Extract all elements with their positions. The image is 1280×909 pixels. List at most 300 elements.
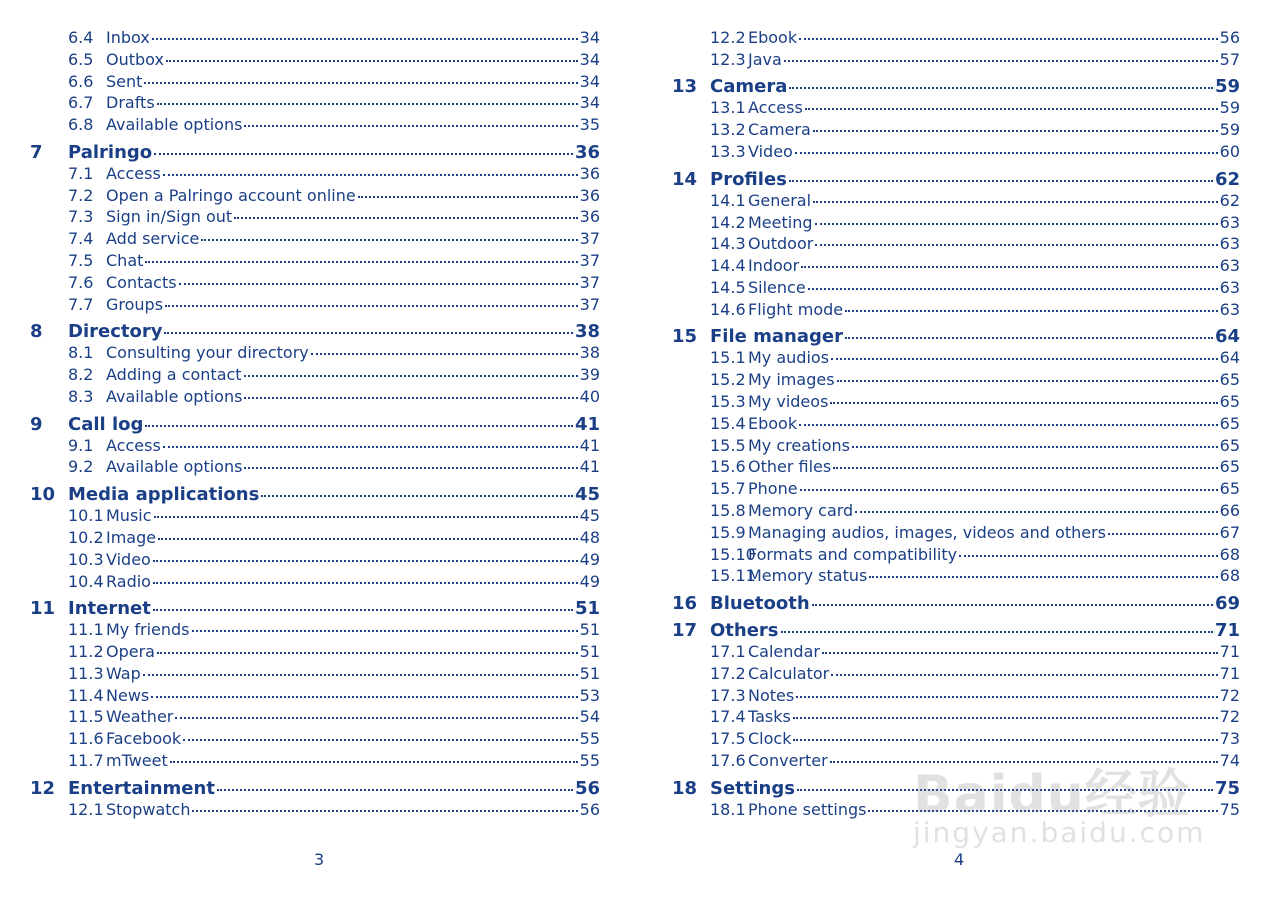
toc-chapter-entry bbox=[30, 778, 600, 800]
toc-section-entry bbox=[672, 234, 1240, 256]
toc-entry-title: My videos bbox=[748, 392, 829, 412]
toc-dot-leader bbox=[784, 60, 1218, 62]
toc-entry-page: 69 bbox=[1214, 593, 1240, 615]
toc-entry-title: Flight mode bbox=[748, 299, 844, 319]
toc-dot-leader bbox=[837, 380, 1218, 382]
toc-dot-leader bbox=[311, 353, 578, 355]
toc-section-entry bbox=[672, 501, 1240, 523]
toc-dot-leader bbox=[145, 425, 573, 427]
toc-entry-title: Meeting bbox=[748, 212, 813, 232]
toc-entry-number: 10.1 bbox=[68, 506, 104, 526]
toc-entry-title: Converter bbox=[748, 750, 828, 770]
toc-dot-leader bbox=[830, 402, 1217, 404]
toc-dot-leader bbox=[830, 761, 1218, 763]
toc-entry-title: Available options bbox=[106, 115, 243, 135]
toc-entry-title: mTweet bbox=[106, 750, 168, 770]
toc-entry-number: 13.2 bbox=[710, 120, 746, 140]
toc-dot-leader bbox=[822, 652, 1218, 654]
toc-entry-page: 39 bbox=[579, 365, 600, 385]
toc-entry-page: 34 bbox=[579, 28, 600, 47]
toc-dot-leader bbox=[244, 397, 577, 399]
toc-section-entry bbox=[672, 50, 1240, 72]
toc-entry-page: 56 bbox=[579, 799, 600, 819]
toc-section-entry bbox=[672, 566, 1240, 588]
toc-entry-page: 59 bbox=[1214, 76, 1240, 98]
toc-entry-title: Adding a contact bbox=[106, 365, 242, 385]
toc-section-entry bbox=[30, 436, 600, 458]
toc-entry-page: 36 bbox=[579, 185, 600, 205]
toc-chapter-entry bbox=[672, 326, 1240, 348]
toc-section-entry bbox=[672, 479, 1240, 501]
toc-section-entry bbox=[30, 572, 600, 594]
toc-entry-page: 68 bbox=[1219, 566, 1240, 586]
toc-entry-title: Entertainment bbox=[68, 777, 215, 799]
toc-entry-number: 7.6 bbox=[68, 272, 94, 292]
toc-entry-number: 8.2 bbox=[68, 365, 94, 385]
toc-entry-page: 65 bbox=[1219, 413, 1240, 433]
toc-entry-page: 63 bbox=[1219, 234, 1240, 254]
toc-dot-leader bbox=[244, 125, 577, 127]
toc-chapter-entry bbox=[30, 484, 600, 506]
toc-entry-page: 59 bbox=[1219, 120, 1240, 140]
toc-entry-number: 13.1 bbox=[710, 98, 746, 118]
toc-entry-number: 7.2 bbox=[68, 185, 94, 205]
toc-entry-title: Facebook bbox=[106, 729, 182, 749]
toc-entry-number: 17.6 bbox=[710, 750, 746, 770]
toc-dot-leader bbox=[831, 674, 1217, 676]
toc-entry-title: My creations bbox=[748, 435, 851, 455]
toc-entry-title: Weather bbox=[106, 707, 174, 727]
toc-section-entry bbox=[672, 436, 1240, 458]
toc-entry-number: 14.5 bbox=[710, 277, 746, 297]
toc-entry-page: 65 bbox=[1219, 457, 1240, 477]
toc-dot-leader bbox=[179, 283, 578, 285]
toc-dot-leader bbox=[154, 516, 578, 518]
toc-entry-page: 72 bbox=[1219, 707, 1240, 727]
toc-section-entry bbox=[30, 506, 600, 528]
toc-entry-title: Groups bbox=[106, 294, 164, 314]
toc-right-page bbox=[672, 28, 1240, 821]
toc-chapter-entry bbox=[672, 593, 1240, 615]
toc-entry-number: 9 bbox=[30, 413, 43, 435]
toc-dot-leader bbox=[808, 288, 1218, 290]
toc-entry-number: 11.5 bbox=[68, 707, 104, 727]
toc-entry-title: Available options bbox=[106, 457, 243, 477]
toc-entry-title: Contacts bbox=[106, 272, 177, 292]
toc-entry-page: 65 bbox=[1219, 479, 1240, 499]
toc-dot-leader bbox=[813, 130, 1218, 132]
toc-entry-page: 48 bbox=[579, 527, 600, 547]
toc-entry-number: 8.1 bbox=[68, 343, 94, 363]
toc-entry-title: Memory status bbox=[748, 566, 868, 586]
toc-section-entry bbox=[30, 273, 600, 295]
toc-entry-page: 34 bbox=[579, 49, 600, 69]
toc-section-entry bbox=[30, 164, 600, 186]
toc-section-entry bbox=[30, 528, 600, 550]
toc-entry-title: News bbox=[106, 685, 150, 705]
toc-entry-page: 49 bbox=[579, 549, 600, 569]
toc-chapter-entry bbox=[30, 414, 600, 436]
toc-dot-leader bbox=[797, 789, 1213, 791]
toc-entry-title: Wap bbox=[106, 663, 141, 683]
toc-dot-leader bbox=[217, 789, 573, 791]
toc-dot-leader bbox=[959, 555, 1218, 557]
toc-section-entry bbox=[672, 729, 1240, 751]
toc-entry-title: Other files bbox=[748, 457, 832, 477]
toc-section-entry bbox=[672, 98, 1240, 120]
toc-entry-title: Stopwatch bbox=[106, 799, 191, 819]
toc-entry-title: Sign in/Sign out bbox=[106, 207, 233, 227]
toc-entry-title: Directory bbox=[68, 321, 163, 343]
toc-section-entry bbox=[30, 28, 600, 50]
toc-section-entry bbox=[30, 115, 600, 137]
toc-entry-title: Calculator bbox=[748, 663, 830, 683]
toc-chapter-entry bbox=[30, 142, 600, 164]
toc-entry-number: 11.1 bbox=[68, 620, 104, 640]
toc-entry-page: 63 bbox=[1219, 256, 1240, 276]
toc-entry-number: 7.3 bbox=[68, 207, 94, 227]
toc-entry-page: 40 bbox=[579, 386, 600, 406]
toc-entry-title: Clock bbox=[748, 729, 792, 749]
toc-dot-leader bbox=[261, 495, 573, 497]
toc-entry-title: Inbox bbox=[106, 28, 150, 47]
toc-entry-page: 36 bbox=[579, 207, 600, 227]
toc-dot-leader bbox=[869, 576, 1217, 578]
toc-entry-page: 73 bbox=[1219, 729, 1240, 749]
toc-dot-leader bbox=[805, 108, 1218, 110]
toc-entry-page: 63 bbox=[1219, 277, 1240, 297]
toc-dot-leader bbox=[145, 261, 577, 263]
toc-dot-leader bbox=[868, 810, 1217, 812]
toc-dot-leader bbox=[795, 152, 1218, 154]
toc-entry-page: 35 bbox=[579, 115, 600, 135]
toc-entry-title: Java bbox=[748, 49, 782, 69]
toc-entry-title: Phone settings bbox=[748, 799, 867, 819]
toc-entry-number: 6.8 bbox=[68, 115, 94, 135]
toc-dot-leader bbox=[855, 511, 1217, 513]
toc-entry-title: Access bbox=[748, 98, 803, 118]
toc-entry-page: 55 bbox=[579, 729, 600, 749]
toc-entry-number: 14.1 bbox=[710, 190, 746, 210]
toc-dot-leader bbox=[799, 424, 1218, 426]
toc-chapter-entry bbox=[672, 169, 1240, 191]
toc-dot-leader bbox=[183, 739, 577, 741]
toc-chapter-entry bbox=[672, 76, 1240, 98]
toc-entry-page: 53 bbox=[579, 685, 600, 705]
toc-entry-number: 7.5 bbox=[68, 251, 94, 271]
toc-entry-title: Opera bbox=[106, 641, 155, 661]
toc-entry-number: 10.4 bbox=[68, 571, 104, 591]
toc-entry-number: 12 bbox=[30, 777, 56, 799]
toc-entry-title: Chat bbox=[106, 251, 144, 271]
toc-entry-number: 14.6 bbox=[710, 299, 746, 319]
toc-section-entry bbox=[30, 751, 600, 773]
toc-entry-page: 37 bbox=[579, 229, 600, 249]
toc-dot-leader bbox=[833, 467, 1217, 469]
toc-dot-leader bbox=[244, 467, 577, 469]
toc-entry-title: Media applications bbox=[68, 484, 260, 506]
watermark-brand: Baidu经验 bbox=[913, 765, 1191, 825]
toc-entry-page: 71 bbox=[1219, 663, 1240, 683]
toc-entry-page: 64 bbox=[1219, 348, 1240, 368]
toc-section-entry bbox=[30, 207, 600, 229]
toc-entry-number: 15.10 bbox=[710, 544, 756, 564]
toc-entry-title: My audios bbox=[748, 348, 830, 368]
toc-entry-title: Settings bbox=[710, 777, 795, 799]
toc-dot-leader bbox=[153, 582, 578, 584]
toc-entry-title: Sent bbox=[106, 71, 143, 91]
toc-entry-title: Access bbox=[106, 163, 161, 183]
toc-dot-leader bbox=[163, 446, 578, 448]
toc-entry-page: 34 bbox=[579, 71, 600, 91]
toc-section-entry bbox=[30, 387, 600, 409]
toc-entry-page: 38 bbox=[579, 343, 600, 363]
toc-entry-page: 67 bbox=[1219, 522, 1240, 542]
toc-section-entry bbox=[30, 457, 600, 479]
toc-dot-leader bbox=[789, 87, 1213, 89]
toc-entry-number: 9.2 bbox=[68, 457, 94, 477]
toc-entry-title: Drafts bbox=[106, 93, 155, 113]
toc-entry-number: 11.2 bbox=[68, 641, 104, 661]
toc-entry-number: 14 bbox=[672, 168, 698, 190]
toc-dot-leader bbox=[165, 305, 578, 307]
toc-section-entry bbox=[672, 348, 1240, 370]
toc-dot-leader bbox=[801, 266, 1217, 268]
toc-entry-title: Formats and compatibility bbox=[748, 544, 958, 564]
toc-dot-leader bbox=[192, 810, 577, 812]
toc-dot-leader bbox=[812, 604, 1213, 606]
toc-entry-page: 63 bbox=[1219, 212, 1240, 232]
toc-entry-number: 15.1 bbox=[710, 348, 746, 368]
toc-entry-title: Add service bbox=[106, 229, 200, 249]
toc-entry-page: 56 bbox=[1219, 28, 1240, 47]
toc-entry-number: 11.4 bbox=[68, 685, 104, 705]
toc-entry-title: Call log bbox=[68, 413, 144, 435]
toc-section-entry bbox=[30, 365, 600, 387]
toc-entry-title: Ebook bbox=[748, 28, 798, 47]
toc-dot-leader bbox=[793, 717, 1218, 719]
toc-entry-number: 15.6 bbox=[710, 457, 746, 477]
toc-dot-leader bbox=[244, 375, 578, 377]
toc-entry-page: 59 bbox=[1219, 98, 1240, 118]
toc-entry-page: 41 bbox=[574, 413, 600, 435]
toc-dot-leader bbox=[158, 538, 578, 540]
toc-section-entry bbox=[672, 142, 1240, 164]
toc-entry-number: 17.5 bbox=[710, 729, 746, 749]
toc-entry-number: 12.3 bbox=[710, 49, 746, 69]
toc-entry-title: Outbox bbox=[106, 49, 164, 69]
toc-entry-title: Radio bbox=[106, 571, 151, 591]
toc-dot-leader bbox=[144, 82, 577, 84]
toc-section-entry bbox=[672, 120, 1240, 142]
toc-entry-number: 17.2 bbox=[710, 663, 746, 683]
toc-entry-number: 15.7 bbox=[710, 479, 746, 499]
page-number: 4 bbox=[954, 850, 965, 869]
toc-entry-page: 71 bbox=[1219, 641, 1240, 661]
toc-entry-title: Silence bbox=[748, 277, 806, 297]
toc-entry-number: 11.7 bbox=[68, 750, 104, 770]
toc-entry-number: 14.3 bbox=[710, 234, 746, 254]
toc-section-entry bbox=[672, 545, 1240, 567]
toc-dot-leader bbox=[789, 180, 1213, 182]
toc-entry-number: 15.9 bbox=[710, 522, 746, 542]
toc-chapter-entry bbox=[672, 778, 1240, 800]
toc-entry-title: Profiles bbox=[710, 168, 787, 190]
toc-entry-page: 41 bbox=[579, 435, 600, 455]
toc-entry-page: 65 bbox=[1219, 392, 1240, 412]
toc-entry-title: Consulting your directory bbox=[106, 343, 309, 363]
toc-entry-title: Video bbox=[106, 549, 151, 569]
toc-entry-number: 13.3 bbox=[710, 142, 746, 162]
toc-section-entry bbox=[30, 186, 600, 208]
toc-section-entry bbox=[672, 414, 1240, 436]
toc-entry-page: 51 bbox=[579, 641, 600, 661]
toc-entry-page: 62 bbox=[1219, 190, 1240, 210]
toc-section-entry bbox=[30, 295, 600, 317]
toc-entry-number: 10 bbox=[30, 484, 56, 506]
toc-entry-page: 37 bbox=[579, 272, 600, 292]
toc-entry-page: 62 bbox=[1214, 168, 1240, 190]
toc-section-entry bbox=[30, 642, 600, 664]
toc-entry-number: 12.2 bbox=[710, 28, 746, 47]
toc-entry-title: Tasks bbox=[748, 707, 791, 727]
toc-entry-number: 17.1 bbox=[710, 641, 746, 661]
toc-entry-title: Open a Palringo account online bbox=[106, 185, 356, 205]
toc-entry-page: 36 bbox=[579, 163, 600, 183]
toc-entry-number: 17.3 bbox=[710, 685, 746, 705]
toc-entry-title: Notes bbox=[748, 685, 795, 705]
toc-section-entry bbox=[672, 664, 1240, 686]
toc-entry-page: 37 bbox=[579, 251, 600, 271]
toc-entry-page: 51 bbox=[579, 620, 600, 640]
toc-dot-leader bbox=[793, 739, 1217, 741]
toc-dot-leader bbox=[234, 217, 577, 219]
toc-entry-page: 51 bbox=[574, 598, 600, 620]
toc-entry-page: 54 bbox=[579, 707, 600, 727]
toc-entry-number: 16 bbox=[672, 593, 698, 615]
toc-dot-leader bbox=[151, 696, 577, 698]
toc-section-entry bbox=[30, 343, 600, 365]
toc-section-entry bbox=[672, 191, 1240, 213]
toc-entry-number: 9.1 bbox=[68, 435, 94, 455]
toc-entry-title: File manager bbox=[710, 326, 843, 348]
toc-entry-title: Access bbox=[106, 435, 161, 455]
toc-entry-title: Managing audios, images, videos and others bbox=[748, 522, 1106, 542]
toc-entry-page: 63 bbox=[1219, 299, 1240, 319]
toc-section-entry bbox=[30, 686, 600, 708]
toc-entry-page: 65 bbox=[1219, 435, 1240, 455]
toc-entry-number: 11.6 bbox=[68, 729, 104, 749]
toc-entry-number: 10.2 bbox=[68, 527, 104, 547]
toc-dot-leader bbox=[153, 560, 578, 562]
toc-entry-page: 38 bbox=[574, 321, 600, 343]
toc-dot-leader bbox=[153, 609, 573, 611]
toc-entry-page: 72 bbox=[1219, 685, 1240, 705]
toc-entry-title: My friends bbox=[106, 620, 190, 640]
toc-section-entry bbox=[672, 28, 1240, 50]
toc-entry-number: 12.1 bbox=[68, 799, 104, 819]
toc-entry-number: 6.4 bbox=[68, 28, 94, 47]
toc-entry-page: 64 bbox=[1214, 326, 1240, 348]
toc-section-entry bbox=[30, 93, 600, 115]
toc-entry-title: Palringo bbox=[68, 141, 153, 163]
toc-dot-leader bbox=[815, 223, 1218, 225]
toc-entry-page: 45 bbox=[574, 484, 600, 506]
toc-dot-leader bbox=[157, 652, 578, 654]
toc-entry-title: Others bbox=[710, 619, 779, 641]
toc-dot-leader bbox=[201, 239, 577, 241]
toc-entry-title: Indoor bbox=[748, 256, 800, 276]
toc-entry-number: 15.8 bbox=[710, 501, 746, 521]
toc-section-entry bbox=[672, 256, 1240, 278]
toc-section-entry bbox=[672, 642, 1240, 664]
toc-chapter-entry bbox=[30, 598, 600, 620]
watermark-site: jingyan.baidu.com bbox=[913, 816, 1206, 849]
toc-dot-leader bbox=[799, 38, 1218, 40]
toc-section-entry bbox=[672, 523, 1240, 545]
toc-entry-title: Camera bbox=[748, 120, 811, 140]
toc-entry-page: 65 bbox=[1219, 370, 1240, 390]
toc-entry-page: 74 bbox=[1219, 750, 1240, 770]
toc-entry-page: 75 bbox=[1214, 777, 1240, 799]
toc-entry-page: 49 bbox=[579, 571, 600, 591]
toc-entry-number: 14.4 bbox=[710, 256, 746, 276]
toc-section-entry bbox=[672, 392, 1240, 414]
toc-entry-number: 11 bbox=[30, 598, 56, 620]
toc-entry-title: Calendar bbox=[748, 641, 820, 661]
toc-entry-number: 14.2 bbox=[710, 212, 746, 232]
toc-section-entry bbox=[30, 550, 600, 572]
toc-entry-page: 37 bbox=[579, 294, 600, 314]
toc-entry-number: 7.4 bbox=[68, 229, 94, 249]
toc-entry-page: 60 bbox=[1219, 142, 1240, 162]
toc-entry-page: 75 bbox=[1219, 799, 1240, 819]
toc-section-entry bbox=[672, 278, 1240, 300]
toc-entry-number: 17.4 bbox=[710, 707, 746, 727]
toc-dot-leader bbox=[1108, 533, 1218, 535]
toc-entry-number: 15.4 bbox=[710, 413, 746, 433]
toc-entry-title: Image bbox=[106, 527, 157, 547]
toc-dot-leader bbox=[152, 38, 578, 40]
toc-section-entry bbox=[672, 370, 1240, 392]
toc-section-entry bbox=[30, 707, 600, 729]
toc-dot-leader bbox=[813, 201, 1218, 203]
toc-left-page bbox=[30, 28, 600, 821]
toc-dot-leader bbox=[800, 489, 1218, 491]
toc-entry-number: 18.1 bbox=[710, 799, 746, 819]
toc-entry-page: 68 bbox=[1219, 544, 1240, 564]
toc-entry-page: 56 bbox=[574, 777, 600, 799]
toc-section-entry bbox=[30, 664, 600, 686]
toc-entry-title: Bluetooth bbox=[710, 593, 810, 615]
toc-section-entry bbox=[672, 686, 1240, 708]
toc-entry-title: Memory card bbox=[748, 501, 854, 521]
toc-section-entry bbox=[672, 751, 1240, 773]
toc-entry-number: 6.5 bbox=[68, 49, 94, 69]
toc-dot-leader bbox=[796, 696, 1217, 698]
toc-section-entry bbox=[672, 300, 1240, 322]
toc-dot-leader bbox=[845, 310, 1218, 312]
toc-entry-page: 41 bbox=[579, 457, 600, 477]
toc-section-entry bbox=[672, 707, 1240, 729]
toc-dot-leader bbox=[163, 174, 578, 176]
toc-entry-number: 15.5 bbox=[710, 435, 746, 455]
toc-entry-title: General bbox=[748, 190, 812, 210]
toc-entry-number: 15.11 bbox=[710, 566, 756, 586]
toc-entry-number: 17 bbox=[672, 619, 698, 641]
toc-section-entry bbox=[672, 213, 1240, 235]
toc-entry-number: 13 bbox=[672, 76, 698, 98]
